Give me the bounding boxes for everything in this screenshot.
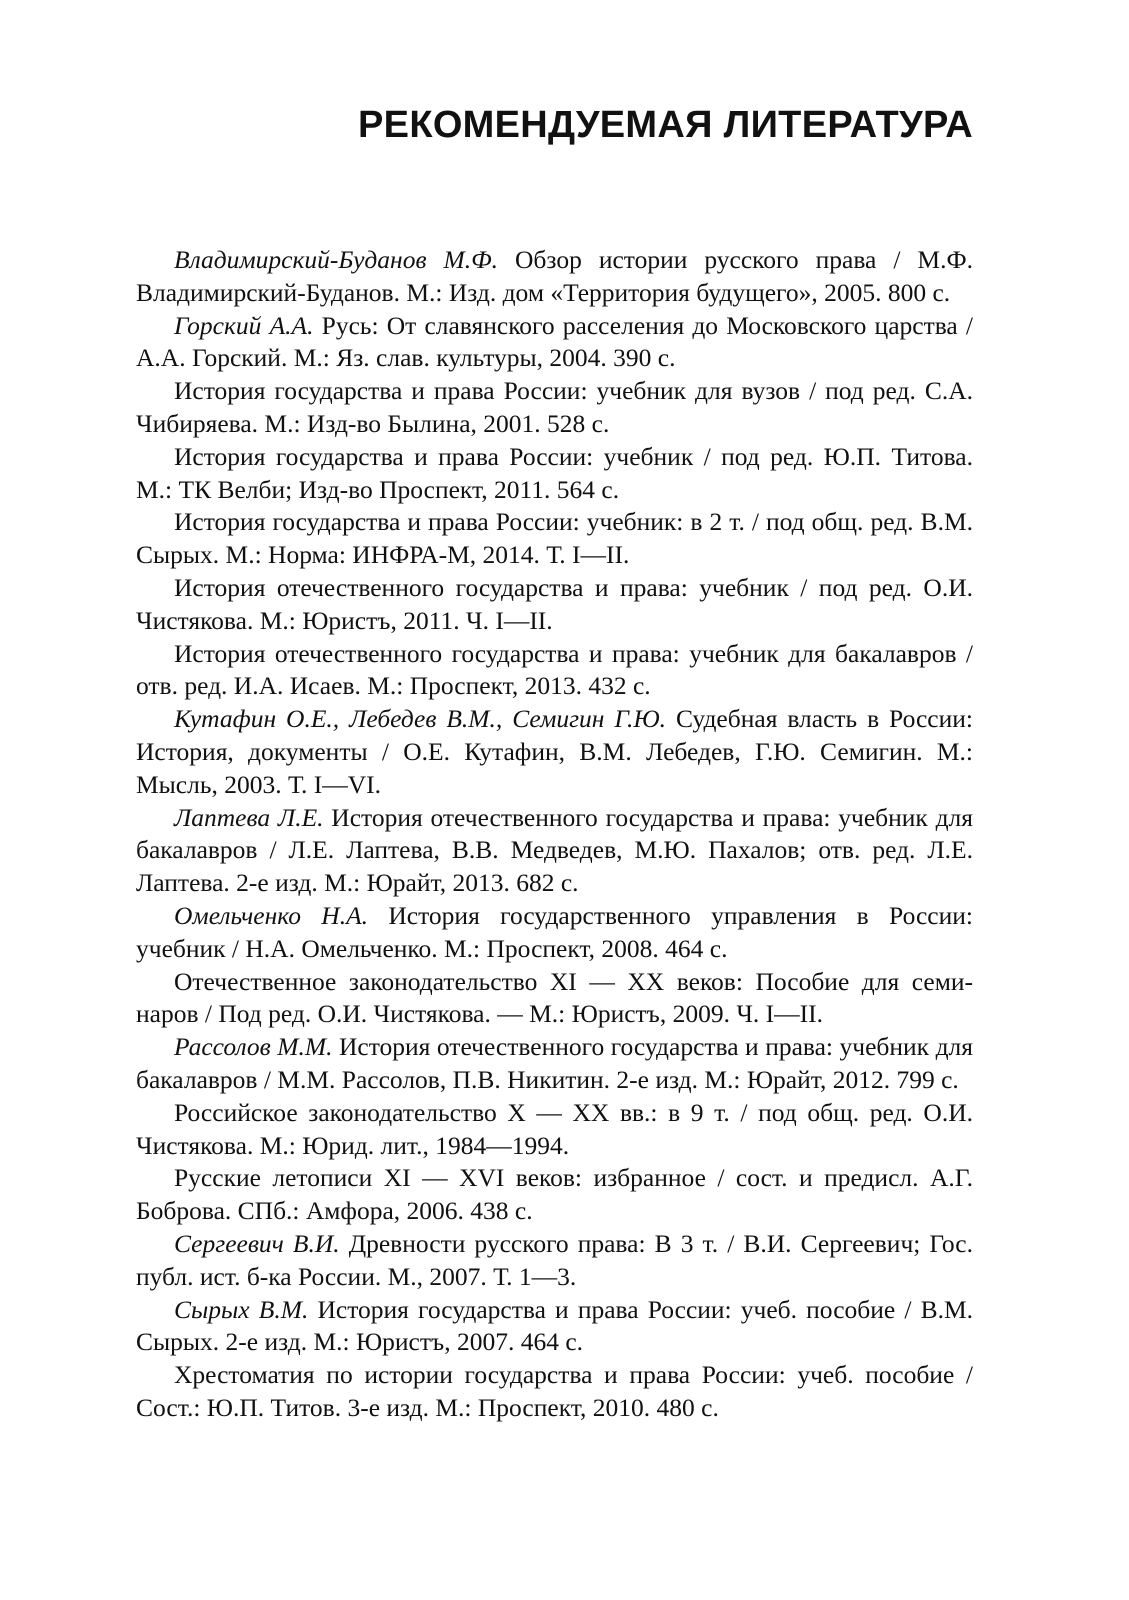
entry-text: Судебная власть в России: История, документы / О.Е. Кутафин, В.М. Лебедев, Г.Ю. Семигин. М.: Мысль, 2003. Т. I—VI.	[136, 704, 973, 799]
entry-text: История государства и права России: учеб. пособие / В.М. Сырых. 2-е изд. М.: Юристъ, 2007. 464 с.	[136, 1294, 973, 1357]
entry-text: История отечественного государства и права: учебник для бакалавров / М.М. Рассолов, П.В. Никитин. 2-е изд. М.: Юрайт, 2012. 799 с.	[136, 1032, 973, 1094]
entry-authors: Горский А.А.	[174, 310, 314, 340]
bibliography-entry	[136, 1359, 973, 1425]
bibliography-entry	[136, 1228, 973, 1294]
entry-text: История государства и права России: учебник: в 2 т. / под общ. ред. В.М. Сырых. М.: Норма: ИНФРА-М, 2014. Т. I—II.	[136, 507, 973, 570]
entry-text: Хрестоматия по истории государства и права России: учеб. пособие / Сост.: Ю.П. Титов. 3-е изд. М.: Проспект, 2010. 480 с.	[136, 1360, 973, 1422]
entry-text: История государственного управления в России: учебник / Н.А. Омельченко. М.: Проспект, 2008. 464 с.	[136, 900, 973, 963]
bibliography-entry	[136, 900, 973, 966]
entry-text: История отечественного государства и права: учебник / под ред. О.И. Чистякова. М.: Юристъ, 2011. Ч. I—II.	[136, 572, 973, 635]
entry-text: История отечественного государства и права: учебник для бакалавров / отв. ред. И.А. Исаев. М.: Проспект, 2013. 432 с.	[136, 638, 973, 701]
bibliography-entry	[136, 1097, 973, 1163]
entry-text: Русь: От славянского расселения до Московского царства / А.А. Горский. М.: Яз. слав. культуры, 2004. 390 с.	[136, 310, 973, 373]
entry-authors: Сергеевич В.И.	[174, 1228, 340, 1258]
entry-authors: Сырых В.М.	[174, 1294, 309, 1324]
bibliography-entry	[136, 506, 973, 572]
bibliography-entry	[136, 1294, 973, 1360]
bibliography-entry	[136, 638, 973, 704]
entry-text: История государства и права России: учебник для вузов / под ред. С.А. Чибиряева. М.: Изд-во Былина, 2001. 528 с.	[136, 376, 973, 438]
entry-authors: Владимирский-Буданов М.Ф.	[174, 245, 499, 274]
entry-text: Российское законодательство X — XX вв.: в 9 т. / под общ. ред. О.И. Чистякова. М.: Юрид. лит., 1984—1994.	[136, 1097, 973, 1160]
bibliography-entry	[136, 310, 973, 376]
bibliography-entry	[136, 572, 973, 638]
entry-text: Обзор истории русского права / М.Ф. Владимирский-Буданов. М.: Изд. дом «Территория будущего», 2005. 800 с.	[136, 245, 973, 307]
bibliography-entry	[136, 375, 973, 441]
bibliography-entry	[136, 802, 973, 900]
bibliography-entry	[136, 1162, 973, 1228]
entry-authors: Кутафин О.Е., Лебедев В.М., Семигин Г.Ю.	[174, 704, 667, 734]
entry-text: Русские летописи XI — XVI веков: избранное / сост. и предисл. А.Г. Боброва. СПб.: Амфора, 2006. 438 с.	[136, 1163, 973, 1226]
bibliography-entry	[136, 441, 973, 507]
bibliography-list	[136, 244, 973, 1425]
bibliography-entry	[136, 703, 973, 801]
page-title: РЕКОМЕНДУЕМАЯ ЛИТЕРАТУРА	[358, 104, 973, 146]
entry-text: Отечественное законодательство XI — XX веков: Пособие для семинаров / Под ред. О.И. Чистякова. — М.: Юристъ, 2009. Ч. I—II.	[136, 966, 973, 1029]
entry-authors: Лаптева Л.Е.	[174, 802, 324, 832]
entry-text: Древности русского права: В 3 т. / В.И. Сергеевич; Гос. публ. ист. б-ка России. М., 2007. Т. 1—3.	[136, 1228, 974, 1291]
bibliography-entry	[136, 1031, 973, 1097]
entry-authors: Омельченко Н.А.	[174, 900, 369, 930]
entry-text: История отечественного государства и права: учебник для бакалавров / Л.Е. Лаптева, В.В. Медведев, М.Ю. Пахалов; отв. ред. Л.Е. Лаптева. 2-е изд. М.: Юрайт, 2013. 682 с.	[136, 802, 974, 898]
document-page	[136, 0, 973, 1600]
bibliography-entry	[136, 966, 973, 1032]
entry-text: История государства и права России: учебник / под ред. Ю.П. Титова. М.: ТК Велби; Изд-во Проспект, 2011. 564 с.	[136, 441, 973, 504]
entry-authors: Рассолов М.М.	[174, 1032, 333, 1062]
bibliography-entry	[136, 244, 973, 310]
